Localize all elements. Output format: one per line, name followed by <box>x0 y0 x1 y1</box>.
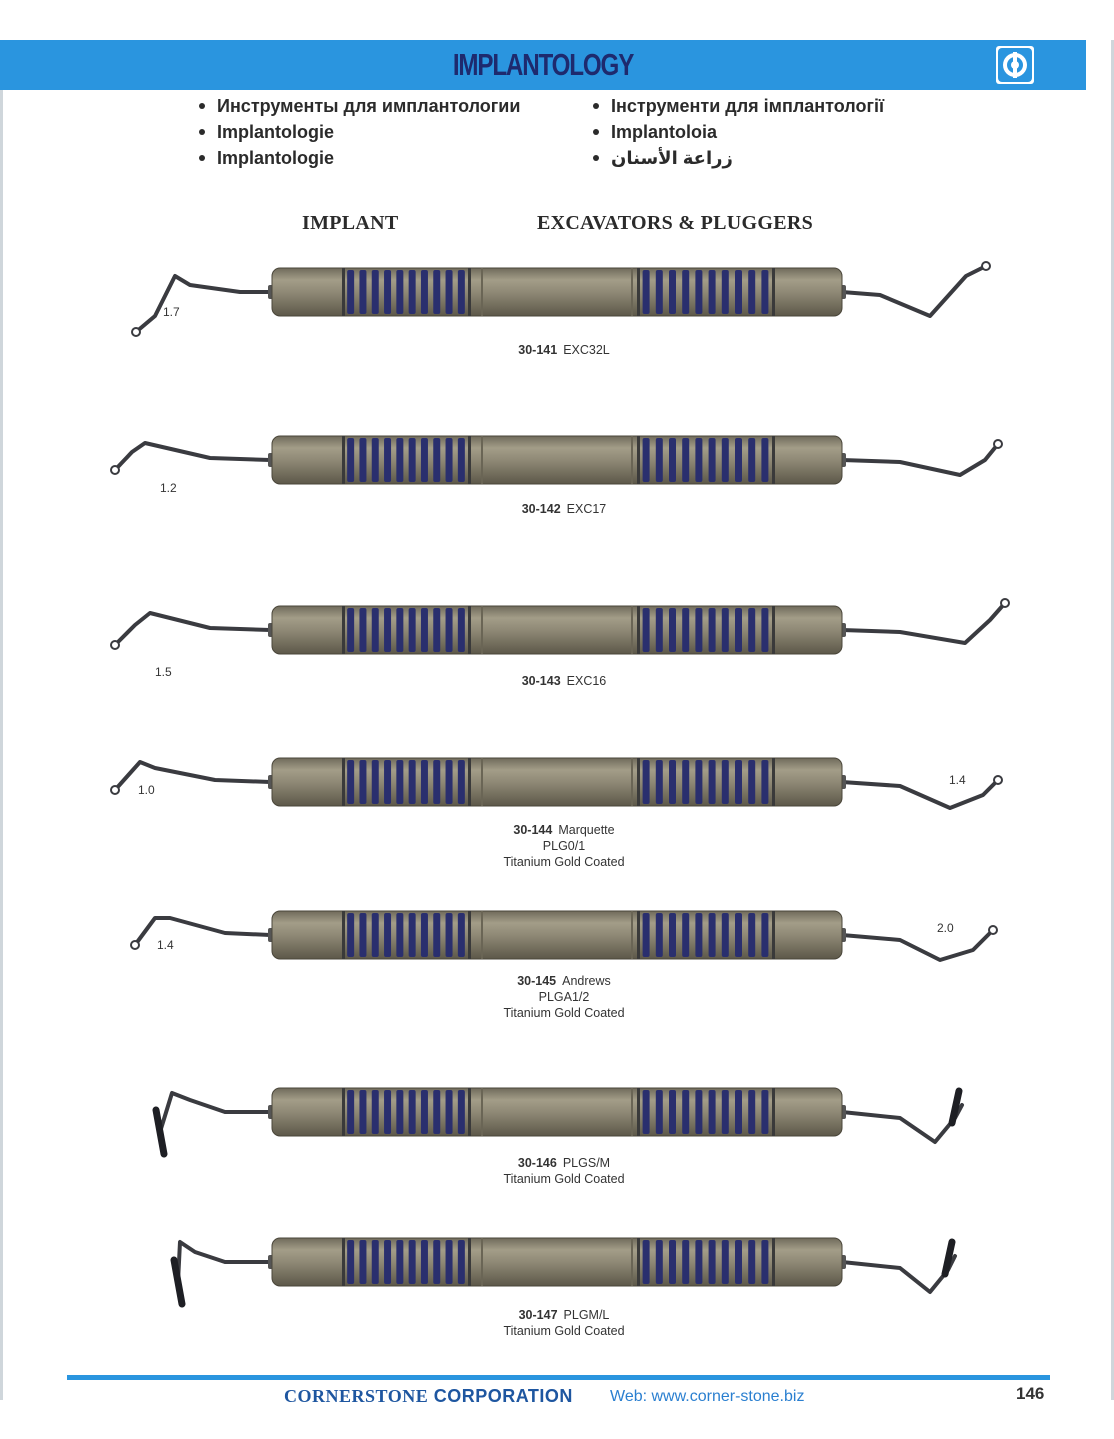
grip-ring <box>656 760 663 804</box>
grip-ring <box>722 608 729 652</box>
grip-ring <box>709 913 716 957</box>
working-tip-left <box>111 786 119 794</box>
caption-line-1 <box>0 973 1114 989</box>
grip-ring <box>656 1090 663 1134</box>
size-label-left: 1.2 <box>160 481 177 495</box>
grip-ring <box>709 1240 716 1284</box>
cornerstone-logo-icon <box>996 46 1034 84</box>
language-item: Инструменты для имплантологии <box>199 93 520 119</box>
grip-ring <box>446 913 453 957</box>
instrument-shank-left <box>136 276 270 332</box>
grip-ring <box>384 913 391 957</box>
size-label-right: 1.4 <box>949 773 966 787</box>
grip-ring <box>446 438 453 482</box>
handle-neck-right <box>838 453 846 467</box>
grip-ring <box>359 913 366 957</box>
instrument-caption <box>0 501 1114 517</box>
grip-ring <box>458 438 465 482</box>
grip-ring <box>458 760 465 804</box>
grip-ring <box>669 1240 676 1284</box>
grip-ring <box>735 1090 742 1134</box>
grip-band <box>637 758 640 806</box>
working-tip-left <box>111 466 119 474</box>
grip-ring <box>656 270 663 314</box>
grip-ring <box>396 913 403 957</box>
grip-ring <box>421 1090 428 1134</box>
grip-ring <box>347 1240 354 1284</box>
caption-line-1 <box>0 1155 1114 1171</box>
grip-ring <box>722 1240 729 1284</box>
grip-ring <box>656 438 663 482</box>
grip-band <box>772 606 775 654</box>
grip-ring <box>709 1090 716 1134</box>
handle-neck-left <box>268 453 276 467</box>
grip-band <box>772 911 775 959</box>
size-label-left: 1.5 <box>155 665 172 679</box>
catalog-number: 30-146 <box>517 1156 557 1170</box>
grip-ring <box>748 270 755 314</box>
grip-ring <box>396 1240 403 1284</box>
instrument-shank-right <box>842 930 993 960</box>
grip-ring <box>709 270 716 314</box>
footer-company <box>284 1386 573 1407</box>
instrument-shank-left <box>160 1093 270 1132</box>
grip-ring <box>421 760 428 804</box>
grip-ring <box>458 608 465 652</box>
grip-band <box>342 268 345 316</box>
grip-ring <box>709 438 716 482</box>
grip-ring <box>643 913 650 957</box>
page-number: 146 <box>1016 1384 1045 1403</box>
grip-ring <box>709 608 716 652</box>
grip-ring <box>421 1240 428 1284</box>
grip-ring <box>396 608 403 652</box>
grip-band <box>468 1238 471 1286</box>
grip-ring <box>735 760 742 804</box>
catalog-number: 30-141 <box>518 343 558 357</box>
grip-ring <box>643 1090 650 1134</box>
instrument-handle <box>272 1088 842 1136</box>
caption-line3: Titanium Gold Coated <box>503 1006 625 1020</box>
language-list-right <box>593 93 884 171</box>
grip-ring <box>748 608 755 652</box>
grip-ring <box>682 760 689 804</box>
grip-ring <box>458 1090 465 1134</box>
grip-ring <box>682 913 689 957</box>
grip-ring <box>409 608 416 652</box>
grip-ring <box>359 438 366 482</box>
grip-ring <box>761 608 768 652</box>
instrument-shank-left <box>115 443 270 470</box>
grip-ring <box>761 270 768 314</box>
footer-company-bold: CORNERSTONE <box>284 1386 429 1406</box>
grip-band <box>772 758 775 806</box>
section-heading-excavators: EXCAVATORS & PLUGGERS <box>537 212 813 234</box>
grip-ring <box>656 608 663 652</box>
grip-ring <box>409 913 416 957</box>
instrument-name: EXC16 <box>566 674 607 688</box>
instrument-name: PLGS/M <box>562 1156 611 1170</box>
catalog-number: 30-147 <box>518 1308 558 1322</box>
grip-ring <box>669 608 676 652</box>
grip-ring <box>669 760 676 804</box>
instrument-shank-right <box>842 444 998 475</box>
grip-ring <box>433 270 440 314</box>
instrument-name: PLGM/L <box>563 1308 610 1322</box>
plugger-tip-right <box>952 1091 959 1123</box>
grip-ring <box>421 913 428 957</box>
instrument-caption <box>0 1307 1114 1339</box>
grip-band <box>772 436 775 484</box>
grip-ring <box>643 438 650 482</box>
instrument-shank-right <box>842 1256 955 1292</box>
grip-ring <box>359 760 366 804</box>
grip-ring <box>347 760 354 804</box>
instrument-name: Marquette <box>558 823 615 837</box>
grip-band <box>342 1088 345 1136</box>
grip-ring <box>709 760 716 804</box>
grip-ring <box>384 270 391 314</box>
grip-ring <box>669 270 676 314</box>
handle-neck-left <box>268 1105 276 1119</box>
grip-ring <box>643 760 650 804</box>
grip-ring <box>722 1090 729 1134</box>
grip-ring <box>372 760 379 804</box>
grip-ring <box>433 438 440 482</box>
grip-ring <box>656 913 663 957</box>
grip-ring <box>372 608 379 652</box>
grip-ring <box>446 1240 453 1284</box>
working-tip-right <box>994 440 1002 448</box>
grip-ring <box>347 608 354 652</box>
working-tip-left <box>111 641 119 649</box>
page-border-left <box>0 40 3 1400</box>
grip-band <box>637 911 640 959</box>
handle-neck-right <box>838 1255 846 1269</box>
grip-ring <box>761 1090 768 1134</box>
working-tip-right <box>989 926 997 934</box>
grip-ring <box>458 270 465 314</box>
handle-neck-left <box>268 1255 276 1269</box>
grip-ring <box>695 270 702 314</box>
grip-ring <box>409 1090 416 1134</box>
grip-ring <box>359 1240 366 1284</box>
instrument-handle <box>272 606 842 654</box>
grip-ring <box>359 270 366 314</box>
catalog-number: 30-143 <box>521 674 561 688</box>
grip-ring <box>372 1240 379 1284</box>
size-label-right: 2.0 <box>937 921 954 935</box>
catalog-number: 30-144 <box>513 823 553 837</box>
handle-neck-left <box>268 623 276 637</box>
grip-ring <box>748 913 755 957</box>
grip-ring <box>409 1240 416 1284</box>
grip-ring <box>682 438 689 482</box>
language-item: Implantoloia <box>593 119 884 145</box>
grip-ring <box>643 608 650 652</box>
instrument-shank-right <box>842 266 986 316</box>
grip-ring <box>458 913 465 957</box>
grip-ring <box>347 270 354 314</box>
grip-band <box>637 1088 640 1136</box>
grip-ring <box>656 1240 663 1284</box>
grip-band <box>772 1238 775 1286</box>
grip-ring <box>695 1090 702 1134</box>
instrument-name: EXC17 <box>566 502 607 516</box>
grip-ring <box>695 760 702 804</box>
instrument-shank-right <box>842 1105 962 1142</box>
handle-neck-left <box>268 285 276 299</box>
grip-ring <box>359 608 366 652</box>
instrument-handle <box>272 436 842 484</box>
instrument-shank-left <box>178 1242 270 1282</box>
instrument-shank-left <box>115 613 270 645</box>
handle-neck-left <box>268 928 276 942</box>
grip-ring <box>396 760 403 804</box>
grip-ring <box>761 913 768 957</box>
grip-ring <box>372 438 379 482</box>
instrument-handle <box>272 268 842 316</box>
grip-ring <box>722 913 729 957</box>
grip-ring <box>682 1240 689 1284</box>
language-item: Інструменти для імплантології <box>593 93 884 119</box>
grip-ring <box>682 608 689 652</box>
grip-band <box>637 268 640 316</box>
grip-ring <box>384 608 391 652</box>
instrument-handle <box>272 1238 842 1286</box>
caption-line-1 <box>0 1307 1114 1323</box>
grip-ring <box>735 1240 742 1284</box>
working-tip-right <box>994 776 1002 784</box>
footer-website: Web: www.corner-stone.biz <box>610 1388 805 1405</box>
grip-ring <box>748 1240 755 1284</box>
handle-neck-right <box>838 623 846 637</box>
caption-line3: Titanium Gold Coated <box>503 855 625 869</box>
plugger-tip-right <box>945 1242 952 1274</box>
grip-band <box>468 268 471 316</box>
handle-neck-right <box>838 285 846 299</box>
grip-ring <box>761 1240 768 1284</box>
grip-band <box>468 758 471 806</box>
grip-ring <box>372 913 379 957</box>
instrument-name: Andrews <box>562 974 611 988</box>
working-tip-left <box>131 941 139 949</box>
instrument-caption <box>0 973 1114 1021</box>
grip-ring <box>433 913 440 957</box>
caption-line-1 <box>0 673 1114 689</box>
section-heading-implant: IMPLANT <box>302 212 399 234</box>
caption-line2: Titanium Gold Coated <box>503 1324 625 1338</box>
instrument-handle <box>272 911 842 959</box>
handle-neck-right <box>838 1105 846 1119</box>
grip-band <box>342 911 345 959</box>
grip-ring <box>735 608 742 652</box>
language-list-left <box>199 93 520 171</box>
grip-ring <box>748 1090 755 1134</box>
caption-line2: PLG0/1 <box>542 839 586 853</box>
grip-ring <box>695 1240 702 1284</box>
grip-ring <box>695 608 702 652</box>
language-item: Implantologie <box>199 145 520 171</box>
header-banner <box>0 40 1086 90</box>
grip-band <box>342 1238 345 1286</box>
grip-ring <box>682 1090 689 1134</box>
grip-ring <box>446 270 453 314</box>
grip-ring <box>347 913 354 957</box>
grip-ring <box>396 438 403 482</box>
grip-ring <box>421 608 428 652</box>
catalog-number: 30-145 <box>517 974 557 988</box>
instrument-shank-right <box>842 780 998 808</box>
grip-ring <box>384 1240 391 1284</box>
grip-ring <box>433 1090 440 1134</box>
grip-band <box>342 436 345 484</box>
catalog-number: 30-142 <box>521 502 561 516</box>
grip-ring <box>384 1090 391 1134</box>
grip-ring <box>722 270 729 314</box>
grip-ring <box>372 1090 379 1134</box>
grip-ring <box>421 438 428 482</box>
grip-ring <box>384 438 391 482</box>
grip-ring <box>446 608 453 652</box>
grip-ring <box>748 438 755 482</box>
plugger-tip-left <box>156 1110 164 1154</box>
grip-ring <box>372 270 379 314</box>
handle-neck-right <box>838 928 846 942</box>
grip-ring <box>669 913 676 957</box>
working-tip-right <box>982 262 990 270</box>
handle-neck-left <box>268 775 276 789</box>
grip-band <box>772 1088 775 1136</box>
grip-band <box>468 436 471 484</box>
grip-ring <box>359 1090 366 1134</box>
grip-band <box>637 436 640 484</box>
grip-ring <box>643 1240 650 1284</box>
grip-ring <box>396 1090 403 1134</box>
working-tip-right <box>1001 599 1009 607</box>
grip-ring <box>735 913 742 957</box>
language-item: زراعة الأسنان <box>593 145 884 171</box>
grip-band <box>772 268 775 316</box>
grip-ring <box>669 438 676 482</box>
grip-ring <box>421 270 428 314</box>
grip-ring <box>446 760 453 804</box>
grip-band <box>342 758 345 806</box>
footer-divider <box>67 1375 1050 1380</box>
size-label-left: 1.0 <box>138 783 155 797</box>
plugger-tip-left <box>174 1260 182 1304</box>
language-item: Implantologie <box>199 119 520 145</box>
grip-ring <box>695 913 702 957</box>
instrument-caption <box>0 342 1114 358</box>
grip-band <box>468 911 471 959</box>
grip-ring <box>735 438 742 482</box>
size-label-left: 1.4 <box>157 938 174 952</box>
grip-ring <box>433 760 440 804</box>
grip-ring <box>409 438 416 482</box>
working-tip-left <box>132 328 140 336</box>
grip-ring <box>409 760 416 804</box>
grip-ring <box>384 760 391 804</box>
grip-ring <box>433 608 440 652</box>
grip-ring <box>458 1240 465 1284</box>
grip-ring <box>761 438 768 482</box>
instrument-caption <box>0 822 1114 870</box>
grip-ring <box>396 270 403 314</box>
grip-band <box>468 1088 471 1136</box>
caption-line2: PLGA1/2 <box>538 990 590 1004</box>
grip-ring <box>722 438 729 482</box>
size-label-left: 1.7 <box>163 305 180 319</box>
grip-band <box>342 606 345 654</box>
instrument-name: EXC32L <box>563 343 610 357</box>
instrument-shank-right <box>842 603 1005 643</box>
grip-ring <box>735 270 742 314</box>
grip-band <box>468 606 471 654</box>
grip-ring <box>669 1090 676 1134</box>
grip-ring <box>409 270 416 314</box>
grip-band <box>637 606 640 654</box>
grip-ring <box>748 760 755 804</box>
grip-ring <box>347 1090 354 1134</box>
caption-line-1 <box>0 501 1114 517</box>
grip-ring <box>761 760 768 804</box>
caption-line-1 <box>0 342 1114 358</box>
instrument-caption <box>0 673 1114 689</box>
handle-neck-right <box>838 775 846 789</box>
caption-line2: Titanium Gold Coated <box>503 1172 625 1186</box>
instrument-caption <box>0 1155 1114 1187</box>
page-title: IMPLANTOLOGY <box>452 47 634 82</box>
grip-band <box>637 1238 640 1286</box>
grip-ring <box>433 1240 440 1284</box>
instrument-shank-left <box>135 918 270 945</box>
instrument-handle <box>272 758 842 806</box>
grip-ring <box>682 270 689 314</box>
grip-ring <box>722 760 729 804</box>
grip-ring <box>446 1090 453 1134</box>
footer-company-rest: CORPORATION <box>433 1386 573 1406</box>
caption-line-1 <box>0 822 1114 838</box>
grip-ring <box>695 438 702 482</box>
grip-ring <box>347 438 354 482</box>
grip-ring <box>643 270 650 314</box>
